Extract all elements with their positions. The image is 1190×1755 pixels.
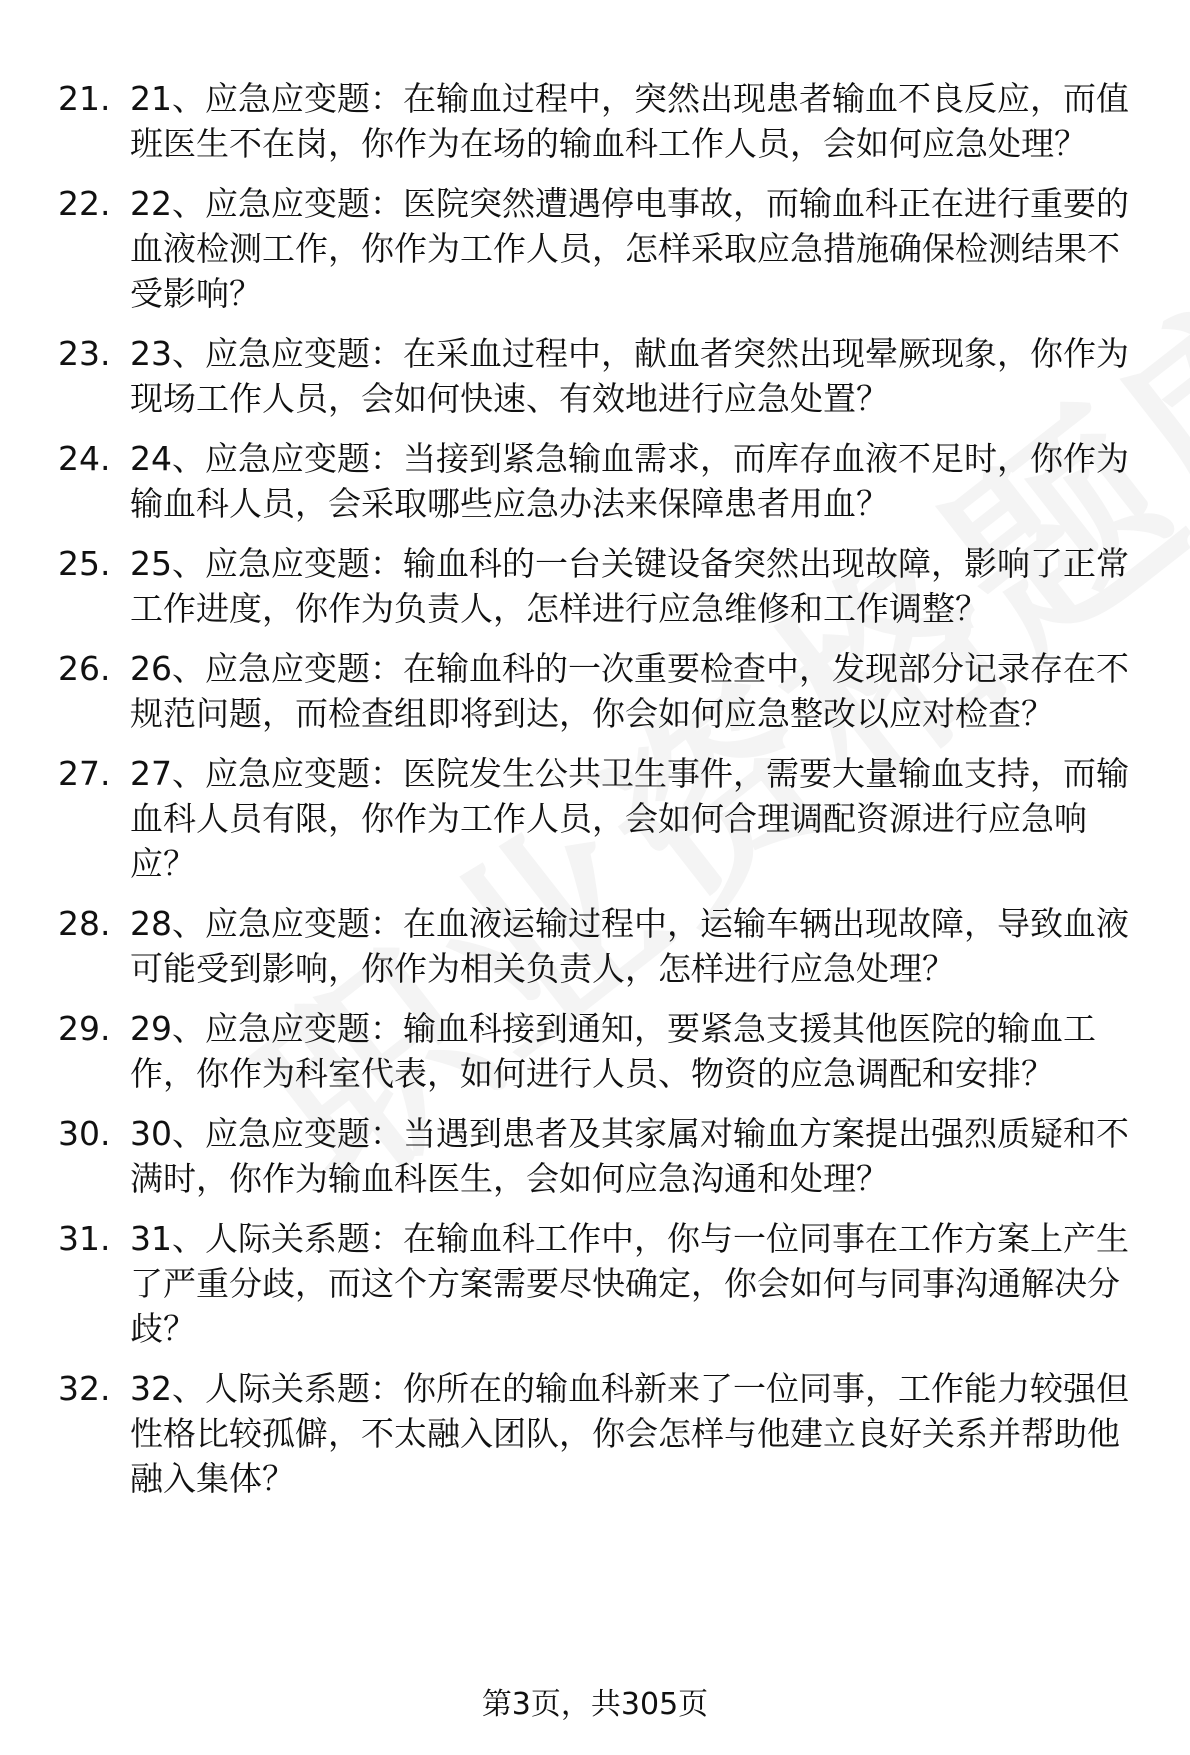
question-number: 31. bbox=[58, 1219, 111, 1258]
question-number: 25. bbox=[58, 544, 111, 583]
question-text: 28、应急应变题：在血液运输过程中，运输车辆出现故障，导致血液可能受到影响，你作为相关负责人，怎样进行应急处理？ bbox=[130, 904, 1129, 988]
question-text: 25、应急应变题：输血科的一台关键设备突然出现故障，影响了正常工作进度，你作为负责人，怎样进行应急维修和工作调整？ bbox=[130, 544, 1129, 628]
question-item bbox=[58, 646, 1150, 736]
question-number: 23. bbox=[58, 334, 111, 373]
question-text: 27、应急应变题：医院发生公共卫生事件，需要大量输血支持，而输血科人员有限，你作为工作人员，会如何合理调配资源进行应急响应？ bbox=[130, 754, 1129, 883]
question-item bbox=[58, 1366, 1150, 1501]
question-item bbox=[58, 76, 1150, 166]
question-item bbox=[58, 1006, 1150, 1096]
question-number: 28. bbox=[58, 904, 111, 943]
question-text: 23、应急应变题：在采血过程中，献血者突然出现晕厥现象，你作为现场工作人员，会如何快速、有效地进行应急处置？ bbox=[130, 334, 1129, 418]
question-text: 21、应急应变题：在输血过程中，突然出现患者输血不良反应，而值班医生不在岗，你作为在场的输血科工作人员，会如何应急处理？ bbox=[130, 79, 1129, 163]
question-number: 22. bbox=[58, 184, 111, 223]
question-number: 27. bbox=[58, 754, 111, 793]
question-list bbox=[58, 76, 1150, 1516]
question-text: 22、应急应变题：医院突然遭遇停电事故，而输血科正在进行重要的血液检测工作，你作为工作人员，怎样采取应急措施确保检测结果不受影响？ bbox=[130, 184, 1129, 313]
question-item bbox=[58, 751, 1150, 886]
question-text: 24、应急应变题：当接到紧急输血需求，而库存血液不足时，你作为输血科人员，会采取哪些应急办法来保障患者用血？ bbox=[130, 439, 1129, 523]
page-footer: 第3页，共305页 bbox=[481, 1687, 709, 1722]
question-text: 30、应急应变题：当遇到患者及其家属对输血方案提出强烈质疑和不满时，你作为输血科医生，会如何应急沟通和处理？ bbox=[130, 1114, 1129, 1198]
question-text: 29、应急应变题：输血科接到通知，要紧急支援其他医院的输血工作，你作为科室代表，如何进行人员、物资的应急调配和安排？ bbox=[130, 1009, 1096, 1093]
question-item bbox=[58, 1111, 1150, 1201]
question-number: 30. bbox=[58, 1114, 111, 1153]
question-text: 31、人际关系题：在输血科工作中，你与一位同事在工作方案上产生了严重分歧，而这个方案需要尽快确定，你会如何与同事沟通解决分歧？ bbox=[130, 1219, 1129, 1348]
question-number: 26. bbox=[58, 649, 111, 688]
question-item bbox=[58, 331, 1150, 421]
question-number: 24. bbox=[58, 439, 111, 478]
question-item bbox=[58, 541, 1150, 631]
question-number: 21. bbox=[58, 79, 111, 118]
question-item bbox=[58, 901, 1150, 991]
question-number: 29. bbox=[58, 1009, 111, 1048]
question-item bbox=[58, 181, 1150, 316]
question-item bbox=[58, 1216, 1150, 1351]
question-number: 32. bbox=[58, 1369, 111, 1408]
question-text: 32、人际关系题：你所在的输血科新来了一位同事，工作能力较强但性格比较孤僻，不太融入团队，你会怎样与他建立良好关系并帮助他融入集体？ bbox=[130, 1369, 1129, 1498]
question-text: 26、应急应变题：在输血科的一次重要检查中，发现部分记录存在不规范问题，而检查组即将到达，你会如何应急整改以应对检查？ bbox=[130, 649, 1129, 733]
question-item bbox=[58, 436, 1150, 526]
